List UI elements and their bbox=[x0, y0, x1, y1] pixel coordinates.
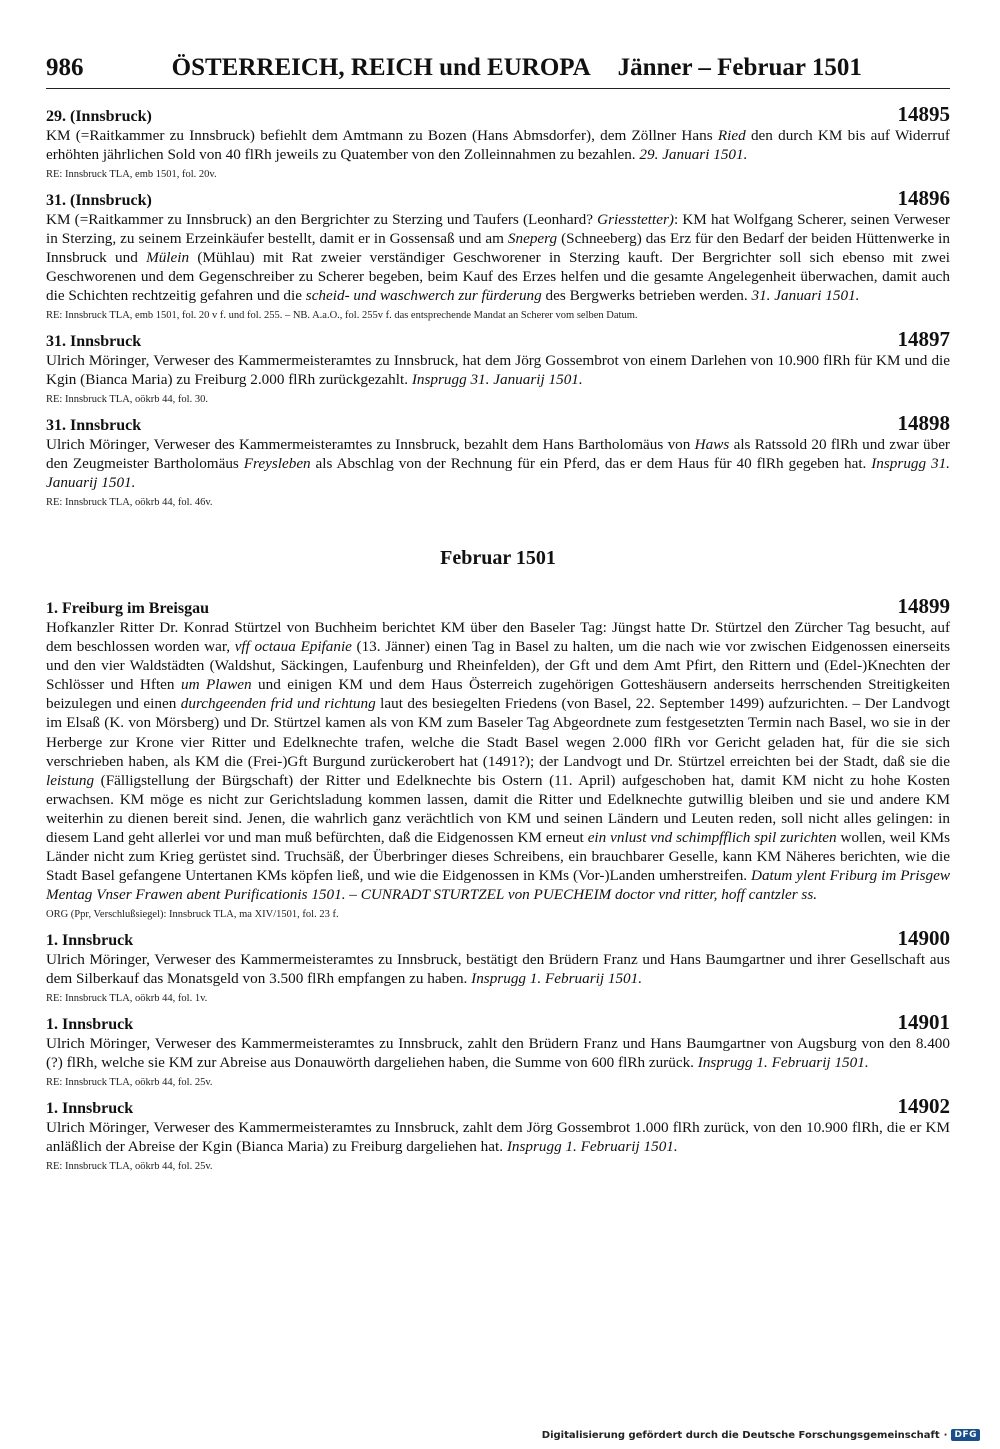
entry-text bbox=[46, 950, 950, 988]
entry-number: 14900 bbox=[897, 926, 950, 951]
entry-date-place: 29. (Innsbruck) bbox=[46, 108, 152, 125]
entry-text-italic: Datum ylent Friburg im Prisgew Mentag Vnser Frawen abent Purificationis 1501. – CUNRADT STURTZEL von PUECHEIM doctor vnd ritter, hoff cantzler ss. bbox=[46, 867, 950, 904]
entry-text-segment: Ulrich Möringer, Verweser des Kammermeisteramtes zu Innsbruck, zahlt dem Jörg Gossembrot 1.000 flRh zurück, von den 10.900 flRh, die er KM anläßlich der Abreise der Kgin (Bianca Maria) zu Freiburg dargeliehen hat. bbox=[46, 1119, 950, 1156]
regest-entry bbox=[46, 1010, 950, 1089]
entries-februar bbox=[46, 594, 951, 1173]
entry-text-italic: 29. Januari 1501. bbox=[639, 146, 748, 163]
entry-text bbox=[46, 210, 950, 305]
entry-text bbox=[46, 1034, 950, 1072]
entry-text-segment: (Schneeberg) das Erz für den Bedarf der beiden Hüttenwerke in Innsbruck und bbox=[46, 230, 950, 266]
entry-text-segment: als Ratssold 20 flRh und zwar über den Zeugmeister Bartholomäus bbox=[46, 436, 950, 472]
entry-text-segment: KM (=Raitkammer zu Innsbruck) befiehlt dem Amtmann zu Bozen (Hans Abmsdorfer), dem Zöllner Hans bbox=[46, 127, 718, 144]
entry-header bbox=[46, 186, 950, 210]
entry-text-italic: ein vnlust vnd schimpfflich spil zurichten bbox=[587, 829, 837, 847]
page-number: 986 bbox=[46, 54, 84, 81]
entry-number: 14899 bbox=[897, 594, 950, 618]
entry-text-segment: : KM hat Wolfgang Scherer, seinen Verweser in Sterzing, zu seinem Erzeinkäufer bestellt, damit er in Gossensaß und am bbox=[46, 211, 950, 247]
entry-source-reference: RE: Innsbruck TLA, emb 1501, fol. 20 v f. und fol. 255. – NB. A.a.O., fol. 255v f. das entsprechende Mandat an Scherer vom selben Datum. bbox=[46, 310, 638, 321]
entry-text-italic: Freysleben bbox=[243, 455, 311, 472]
entry-header bbox=[46, 1094, 950, 1119]
entry-number: 14901 bbox=[897, 1010, 950, 1035]
entry-text-segment: (13. Jänner) einen Tag in Basel zu halten, um die nach wie vor zwischen Eidgenossen einerseits und den vier Waldstädten (Waldshut, Säckingen, Laufenburg und Rheinfelden), der Gft und dem Amt Pfirt, den Rittern und (Edel-)Knechten der Schlösser und Hften bbox=[46, 638, 950, 694]
entry-text-italic: Griesstetter) bbox=[597, 211, 674, 228]
dfg-logo: DFG bbox=[951, 1429, 980, 1441]
regest-entry bbox=[46, 926, 950, 1005]
entry-date-place: 1. Innsbruck bbox=[46, 1016, 134, 1034]
entry-text-italic: leistung bbox=[46, 771, 95, 789]
entry-number: 14902 bbox=[897, 1094, 950, 1119]
entry-date-place: 1. Innsbruck bbox=[46, 932, 134, 950]
entry-header bbox=[46, 411, 950, 435]
entry-text-segment: (Mühlau) mit Rat zweier verständiger Geschworener in Sterzing kauft. Der Bergrichter soll sich ebenso mit zwei Geschworenen und dem Gegenschreiber zu Scherer begeben, beim Kauf des Erzes helfen und die gesamte Angelegenheit überwachen, damit auch die Schichten rechtzeitig gefahren und die bbox=[46, 249, 950, 304]
entry-text-segment: Ulrich Möringer, Verweser des Kammermeisteramtes zu Innsbruck, zahlt den Brüdern Franz und Hans Baumgartner von Augsburg von den 8.400 (?) flRh, welche sie KM zur Abreise aus Donauwörth dargeliehen haben, die Summe von 600 flRh zurück. bbox=[46, 1035, 950, 1072]
entry-text-italic: Insprugg 1. Februarij 1501. bbox=[697, 1054, 869, 1072]
entry-text-segment: Ulrich Möringer, Verweser des Kammermeisteramtes zu Innsbruck, bezahlt dem Hans Bartholomäus von bbox=[46, 436, 695, 453]
entry-number: 14895 bbox=[897, 102, 950, 126]
entry-header bbox=[46, 594, 950, 618]
section-title: Februar 1501 bbox=[440, 547, 556, 569]
entry-date-place: 1. Freiburg im Breisgau bbox=[46, 600, 209, 617]
entry-text bbox=[46, 435, 950, 492]
entry-text-segment: wollen, weil KMs Länder nicht zum Krieg gerüstet sind. Truchsäß, der Überbringer dieses Schreibens, ein brauchbarer Geselle, kann KM Näheres berichten, wie die Stadt Basel gefangene Untertanen KMs köpfen ließ, und wie die Eidgenossen in KMs (Vor-)Landen umherstreifen. bbox=[46, 829, 951, 885]
entry-text-segment: laut des besiegelten Friedens (von Basel, 22. September 1499) aufzurichten. – Der Landvogt im Elsaß (K. von Mörsberg) und Dr. Stürtzel kamen als von KM zum Baseler Tag Abgeordnete zum festgesetzten Termin nach Basel, wo sie in der Herberge zur Krone vier Ritter und Edelknechte trafen, welche die Stadt Basel wegen 2.000 flRh vor Gericht geladen hat, für die sie sich verschrieben haben, als KM die (Frei-)Gft Burgund zurückerobert hat (1491?); der Landvogt und Dr. Stürtzel erreichten bei der Stadt, daß sie die bbox=[46, 695, 950, 770]
regest-entry bbox=[46, 186, 950, 322]
entry-text-italic: Sneperg bbox=[507, 230, 558, 247]
entry-source-reference: RE: Innsbruck TLA, emb 1501, fol. 20v. bbox=[46, 169, 217, 180]
entry-header bbox=[46, 926, 950, 951]
regest-entry bbox=[46, 102, 950, 181]
entry-text-italic: Insprugg 1. Februarij 1501. bbox=[506, 1138, 678, 1156]
entry-text-segment: KM (=Raitkammer zu Innsbruck) an den Bergrichter zu Sterzing und Taufers (Leonhard? bbox=[46, 211, 598, 228]
entry-text-italic: Insprugg 31. Januarij 1501. bbox=[46, 455, 950, 491]
entry-text-segment: (Fälligstellung der Bürgschaft) der Ritter und Edelknechte bis Ostern (11. April) aufgeschoben hat, damit KM nicht zu hohe Kosten erwachsen. KM möge es nicht zur Gerichtsladung kommen lassen, damit die Ritter und Edelknechte gutwillig bleiben und sie und andere KM weiterhin zu dienen bereit sind. Jenen, die wahrlich ganz verächtlich von KM und seinen Ländern und Leuten reden, soll nicht alles gelingen: in diesem Land geht allerlei vor und man muß befürchten, daß die Eidgenossen KM erneut bbox=[46, 771, 950, 847]
entry-text-segment: Ulrich Möringer, Verweser des Kammermeisteramtes zu Innsbruck, hat dem Jörg Gossembrot von einem Darlehen von 10.900 flRh für KM und die Kgin (Bianca Maria) zu Freiburg 2.000 flRh zurückgezahlt. bbox=[46, 352, 950, 388]
entry-source-reference: RE: Innsbruck TLA, oökrb 44, fol. 25v. bbox=[46, 1161, 213, 1173]
entry-text-italic: Insprugg 31. Januarij 1501. bbox=[411, 371, 583, 388]
regest-entry bbox=[46, 594, 951, 921]
entry-source-reference: RE: Innsbruck TLA, oökrb 44, fol. 46v. bbox=[46, 497, 213, 508]
entry-number: 14898 bbox=[897, 411, 950, 435]
running-date-range: Jänner – Februar 1501 bbox=[617, 54, 862, 81]
entry-source-reference: ORG (Ppr, Verschlußsiegel): Innsbruck TLA, ma XIV/1501, fol. 23 f. bbox=[46, 909, 339, 921]
footer-separator: · bbox=[943, 1429, 948, 1441]
entry-text-italic: vff octaua Epifanie bbox=[234, 638, 352, 656]
entry-text-segment: als Abschlag von der Rechnung für ein Pferd, das er dem Haus für 40 flRh gegeben hat. bbox=[310, 455, 872, 472]
regest-entry bbox=[46, 1094, 950, 1173]
footer-text: Digitalisierung gefördert durch die Deutsche Forschungsgemeinschaft bbox=[541, 1429, 940, 1441]
running-title-text: ÖSTERREICH, REICH und EUROPA bbox=[171, 54, 590, 81]
entry-text bbox=[46, 618, 950, 904]
entry-source-reference: RE: Innsbruck TLA, oökrb 44, fol. 1v. bbox=[46, 993, 208, 1005]
entry-text-segment: Ulrich Möringer, Verweser des Kammermeisteramtes zu Innsbruck, bestätigt den Brüdern Franz und Hans Baumgartner und ihrer Gesellschaft aus dem Silberkauf das Monatsgeld von 3.500 flRh empfangen zu haben. bbox=[46, 951, 950, 988]
entry-text-segment: des Bergwerks betrieben werden. bbox=[541, 287, 752, 304]
entries-januar bbox=[46, 102, 950, 509]
entry-text-italic: Insprugg 1. Februarij 1501. bbox=[471, 970, 643, 988]
entry-text-italic: 31. Januari 1501. bbox=[751, 287, 860, 304]
entry-source-reference: RE: Innsbruck TLA, oökrb 44, fol. 30. bbox=[46, 394, 208, 405]
running-title bbox=[84, 52, 951, 84]
entry-header bbox=[46, 327, 950, 351]
entry-text-segment: und einigen KM und dem Haus Österreich zugehörigen Gotteshäusern anderseits herrschenden Streitigkeiten beizulegen und einen bbox=[46, 676, 950, 713]
entry-text-italic: durchgeenden frid und richtung bbox=[180, 695, 376, 713]
entry-header bbox=[46, 1010, 950, 1035]
entry-text bbox=[46, 1118, 950, 1156]
entry-text bbox=[46, 126, 950, 164]
entry-date-place: 31. Innsbruck bbox=[46, 417, 142, 434]
entry-text bbox=[46, 351, 950, 389]
entry-text-italic: um Plawen bbox=[180, 676, 252, 694]
entry-text-segment: Hofkanzler Ritter Dr. Konrad Stürtzel von Buchheim berichtet KM über den Baseler Tag: Jüngst hatte Dr. Stürtzel den Zürcher Tag besucht, auf dem beschlossen worden war, bbox=[46, 619, 950, 656]
entry-number: 14897 bbox=[897, 327, 950, 351]
running-head bbox=[46, 52, 950, 89]
entry-number: 14896 bbox=[897, 186, 950, 210]
entry-text-segment: den durch KM bis auf Widerruf erhöhten jährlichen Sold von 40 flRh jeweils zu Quatember von den Zolleinnahmen zu bezahlen. bbox=[46, 127, 950, 163]
regest-entry bbox=[46, 411, 950, 509]
entry-source-reference: RE: Innsbruck TLA, oökrb 44, fol. 25v. bbox=[46, 1077, 213, 1089]
entry-header bbox=[46, 102, 950, 126]
entry-text-italic: scheid- und waschwerch zur fürderung bbox=[305, 287, 542, 304]
footer bbox=[542, 1429, 980, 1441]
entry-text-italic: Haws bbox=[694, 436, 730, 453]
entry-text-italic: Mülein bbox=[146, 249, 190, 266]
entry-text-italic: Ried bbox=[717, 127, 746, 144]
entry-date-place: 1. Innsbruck bbox=[46, 1100, 134, 1118]
regest-entry bbox=[46, 327, 950, 406]
document-page bbox=[46, 52, 950, 1181]
entry-date-place: 31. (Innsbruck) bbox=[46, 192, 152, 209]
entry-date-place: 31. Innsbruck bbox=[46, 333, 142, 350]
